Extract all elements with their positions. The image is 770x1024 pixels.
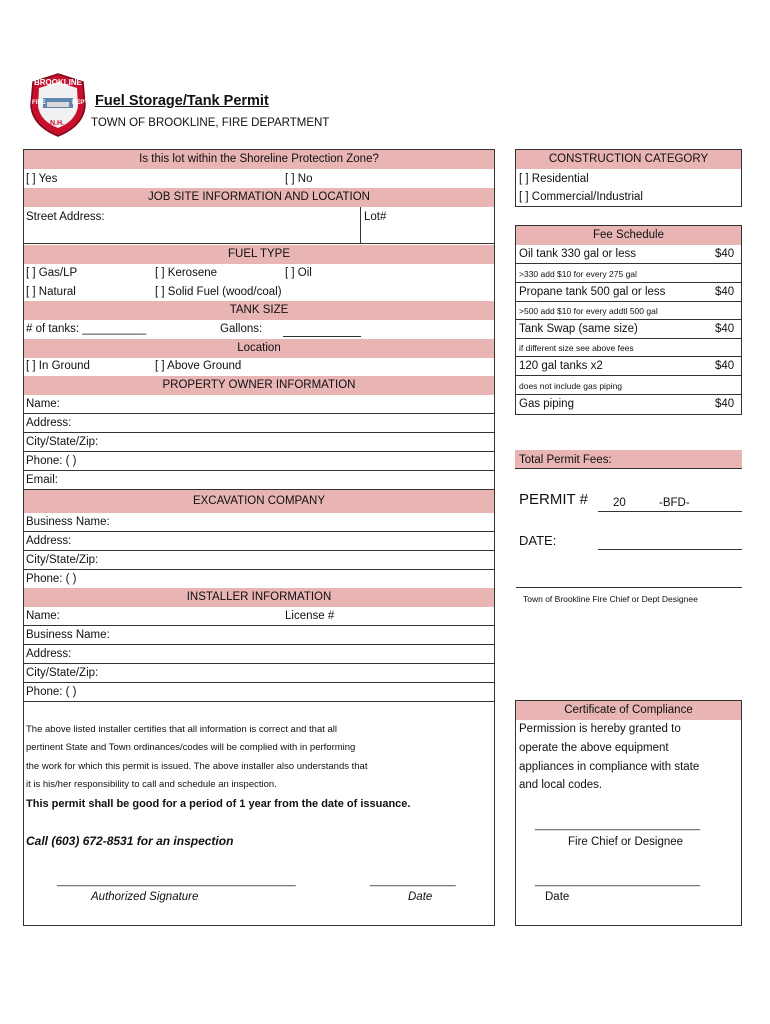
installer-name-label: Name:	[26, 610, 60, 622]
certify-line-4: it is his/her responsibility to call and schedule an inspection.	[26, 779, 277, 790]
row-divider	[24, 569, 494, 570]
above-ground-checkbox[interactable]: [ ] Above Ground	[155, 360, 242, 372]
gallons-field-line[interactable]	[283, 336, 361, 337]
owner-city-label: City/State/Zip:	[26, 436, 99, 448]
fee-item-note: if different size see above fees	[519, 343, 634, 353]
certify-line-3: the work for which this permit is issued. The above installer also understands that	[26, 761, 368, 772]
shoreline-question: Is this lot within the Shoreline Protection Zone?	[24, 150, 494, 169]
signature-date-line[interactable]: ______________	[370, 875, 456, 887]
signature-date-label: Date	[408, 891, 433, 903]
page-subtitle: TOWN OF BROOKLINE, FIRE DEPARTMENT	[91, 117, 330, 129]
installer-city-label: City/State/Zip:	[26, 667, 99, 679]
logo-left-text: FIRE	[32, 100, 46, 106]
fee-item-price: $40	[715, 286, 735, 298]
row-divider	[24, 413, 494, 414]
fee-item-label: Gas piping	[519, 398, 574, 410]
authorized-signature-line[interactable]: _______________________________________	[57, 875, 296, 887]
row-divider	[24, 531, 494, 532]
fuel-type-header: FUEL TYPE	[24, 245, 494, 264]
tank-size-header: TANK SIZE	[24, 301, 494, 320]
certificate-signature-line[interactable]: ___________________________	[535, 819, 701, 831]
excavation-header: EXCAVATION COMPANY	[24, 490, 494, 513]
certificate-line-3: appliances in compliance with state	[519, 761, 700, 773]
fee-item-label: Oil tank 330 gal or less	[519, 248, 636, 260]
logo-bottom-text: N.H.	[50, 120, 64, 127]
authorized-signature-label: Authorized Signature	[91, 891, 199, 903]
row-divider	[24, 451, 494, 452]
permit-date-label: DATE:	[519, 533, 557, 548]
fee-divider	[516, 263, 741, 264]
permit-number-field[interactable]	[598, 511, 742, 512]
owner-phone-label: Phone: ( )	[26, 455, 77, 467]
location-header: Location	[24, 339, 494, 358]
fuel-natural-checkbox[interactable]: [ ] Natural	[26, 286, 76, 298]
permit-year: 20	[613, 497, 626, 509]
fee-item-price: $40	[715, 360, 735, 372]
certify-line-1: The above listed installer certifies that all information is correct and that all	[26, 724, 338, 735]
lot-label: Lot#	[364, 211, 387, 223]
excavation-business-label: Business Name:	[26, 516, 110, 528]
jobsite-header: JOB SITE INFORMATION AND LOCATION	[24, 188, 494, 207]
fee-item-price: $40	[715, 398, 735, 410]
page-title: Fuel Storage/Tank Permit	[95, 93, 269, 109]
installer-business-label: Business Name:	[26, 629, 110, 641]
row-divider	[24, 682, 494, 683]
fee-divider	[516, 375, 741, 376]
commercial-checkbox[interactable]: [ ] Commercial/Industrial	[519, 191, 643, 203]
fuel-gas-checkbox[interactable]: [ ] Gas/LP	[26, 267, 78, 279]
chief-designee-note: Town of Brookline Fire Chief or Dept Designee	[523, 594, 698, 604]
lot-divider	[360, 207, 361, 243]
certificate-signature-label: Fire Chief or Designee	[568, 836, 684, 848]
certificate-date-line[interactable]: ___________________________	[535, 875, 701, 887]
certify-line-2: pertinent State and Town ordinances/codes will be complied with in performing	[26, 742, 356, 753]
chief-signature-line[interactable]	[516, 587, 742, 588]
residential-checkbox[interactable]: [ ] Residential	[519, 173, 589, 185]
installer-phone-label: Phone: ( )	[26, 686, 77, 698]
fuel-kerosene-checkbox[interactable]: [ ] Kerosene	[155, 267, 218, 279]
logo-right-text: DEPT	[72, 100, 89, 106]
fee-item-label: Propane tank 500 gal or less	[519, 286, 666, 298]
department-logo	[27, 72, 89, 138]
row-divider	[24, 470, 494, 471]
fee-item-price: $40	[715, 248, 735, 260]
permit-suffix: -BFD-	[659, 497, 690, 509]
excavation-address-label: Address:	[26, 535, 72, 547]
shoreline-yes-checkbox[interactable]: [ ] Yes	[26, 173, 58, 185]
fuel-oil-checkbox[interactable]: [ ] Oil	[285, 267, 312, 279]
fuel-solid-checkbox[interactable]: [ ] Solid Fuel (wood/coal)	[155, 286, 282, 298]
street-address-label: Street Address:	[26, 211, 105, 223]
validity-statement: This permit shall be good for a period of 1 year from the date of issuance.	[26, 798, 411, 810]
certificate-line-1: Permission is hereby granted to	[519, 723, 681, 735]
certificate-header: Certificate of Compliance	[516, 701, 741, 720]
num-tanks-field[interactable]: # of tanks: __________	[26, 323, 147, 335]
owner-email-label: Email:	[26, 474, 58, 486]
owner-name-label: Name:	[26, 398, 60, 410]
in-ground-checkbox[interactable]: [ ] In Ground	[26, 360, 90, 372]
gallons-label: Gallons:	[220, 323, 263, 335]
permit-number-label: PERMIT #	[519, 491, 588, 508]
excavation-phone-label: Phone: ( )	[26, 573, 77, 585]
fee-item-label: Tank Swap (same size)	[519, 323, 638, 335]
owner-header: PROPERTY OWNER INFORMATION	[24, 376, 494, 395]
fee-item-label: 120 gal tanks x2	[519, 360, 603, 372]
fee-item-note: does not include gas piping	[519, 381, 623, 391]
installer-address-label: Address:	[26, 648, 72, 660]
fee-schedule-header: Fee Schedule	[516, 226, 741, 245]
total-fees-label: Total Permit Fees:	[519, 454, 612, 466]
certificate-line-4: and local codes.	[519, 779, 603, 791]
construction-header: CONSTRUCTION CATEGORY	[516, 150, 741, 169]
shoreline-no-checkbox[interactable]: [ ] No	[285, 173, 313, 185]
permit-date-field[interactable]	[598, 549, 742, 550]
logo-top-text: BROOKLINE	[34, 78, 82, 87]
certificate-date-label: Date	[545, 891, 570, 903]
excavation-city-label: City/State/Zip:	[26, 554, 99, 566]
fee-item-note: >500 add $10 for every addtl 500 gal	[519, 306, 658, 316]
row-divider	[24, 701, 494, 702]
certificate-line-2: operate the above equipment	[519, 742, 669, 754]
jobsite-divider	[24, 243, 494, 244]
installer-header: INSTALLER INFORMATION	[24, 588, 494, 607]
installer-license-label: License #	[285, 610, 335, 622]
fee-item-price: $40	[715, 323, 735, 335]
fee-item-note: >330 add $10 for every 275 gal	[519, 269, 637, 279]
row-divider	[24, 644, 494, 645]
inspection-call-text: Call (603) 672-8531 for an inspection	[26, 834, 234, 848]
owner-address-label: Address:	[26, 417, 72, 429]
